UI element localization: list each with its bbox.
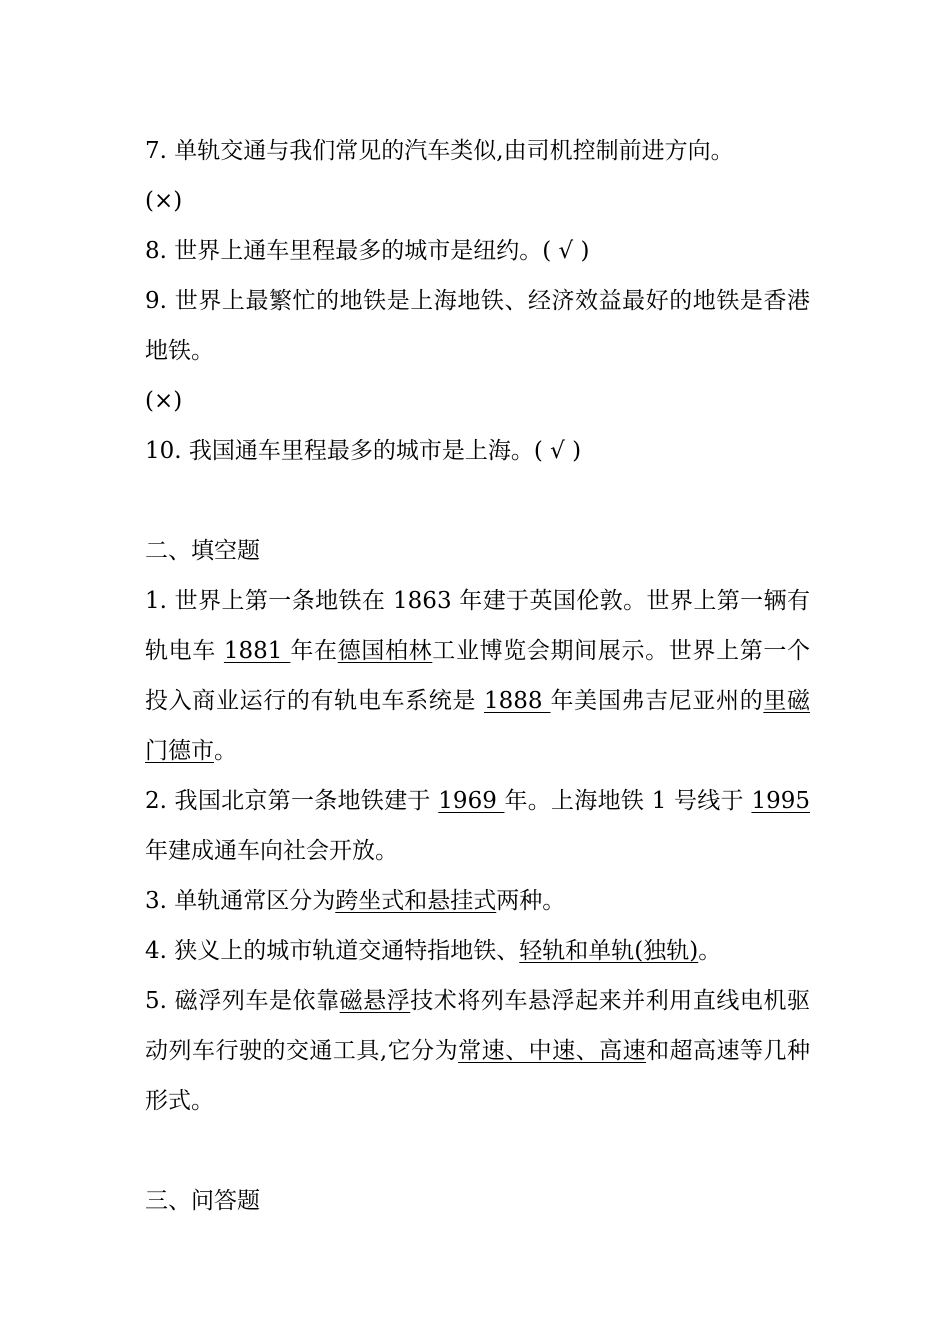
fill-q3-answer-1: 跨坐式和悬挂式 xyxy=(335,888,497,914)
section-spacer xyxy=(145,476,810,526)
fill-q4-text-2: 。 xyxy=(698,938,722,964)
fill-q2-text-2: 年。上海地铁 1 号线于 xyxy=(504,788,752,814)
document-body xyxy=(145,126,810,1226)
fill-q1-text-5: 。 xyxy=(214,738,237,764)
fill-q5-text-1: 5. 磁浮列车是依靠 xyxy=(145,988,340,1014)
judge-q10 xyxy=(145,426,810,476)
judge-q10-text: 10. 我国通车里程最多的城市是上海。 xyxy=(145,438,534,464)
fill-q4-answer-1: 轻轨和单轨(独轨) xyxy=(519,938,699,964)
fill-q2-answer-1: 1969 xyxy=(438,788,505,814)
fill-q1-text-2: 年在 xyxy=(290,638,338,664)
judge-q7 xyxy=(145,126,810,176)
section-spacer xyxy=(145,1126,810,1176)
judge-q10-answer: ( √ ) xyxy=(533,438,582,464)
fill-q5-text-2: 技术将列车悬浮起来并利用直线电机驱动列车行驶的交通工具,它分为 xyxy=(145,988,810,1064)
judge-q9 xyxy=(145,276,810,376)
fill-q2-text-1: 2. 我国北京第一条地铁建于 xyxy=(145,788,439,814)
fill-q5-answer-2: 常速、中速、高速 xyxy=(458,1038,647,1064)
fill-q1-answer-2: 德国柏林 xyxy=(337,638,433,664)
judge-q7-answer: (×) xyxy=(145,188,183,214)
judge-q9-text: 9. 世界上最繁忙的地铁是上海地铁、经济效益最好的地铁是香港地铁。 xyxy=(145,288,810,364)
fill-q1-answer-1: 1881 xyxy=(223,638,291,664)
fill-q1 xyxy=(145,576,810,776)
judge-q8-answer: ( √ ) xyxy=(542,238,590,264)
judge-q8-text: 8. 世界上通车里程最多的城市是纽约。 xyxy=(145,238,543,264)
fill-q3 xyxy=(145,876,810,926)
fill-q5-answer-1: 磁悬浮 xyxy=(339,988,411,1014)
fill-q5-text-3: 和超高速等几种形式。 xyxy=(145,1038,811,1114)
judge-q8 xyxy=(145,226,810,276)
qa-section-heading: 三、问答题 xyxy=(145,1188,260,1214)
fill-q1-text-3: 工业博览会期间展示。世界上第一个投入商业运行的有轨电车系统是 xyxy=(145,638,811,714)
fill-q4 xyxy=(145,926,810,976)
fill-q2-answer-2: 1995 xyxy=(751,788,810,814)
fill-q4-text-1: 4. 狭义上的城市轨道交通特指地铁、 xyxy=(145,938,520,964)
fill-q1-answer-3: 1888 xyxy=(484,688,551,714)
fill-q5 xyxy=(145,976,810,1126)
fill-section-heading: 二、填空题 xyxy=(145,538,260,564)
fill-q2-text-3: 年建成通车向社会开放。 xyxy=(145,838,398,864)
judge-q7-text: 7. 单轨交通与我们常见的汽车类似,由司机控制前进方向。 xyxy=(145,138,734,164)
fill-q1-answer-4: 里磁门德市 xyxy=(145,688,811,764)
fill-q3-text-1: 3. 单轨通常区分为 xyxy=(145,888,336,914)
fill-q1-text-1: 1. 世界上第一条地铁在 1863 年建于英国伦敦。世界上第一辆有轨电车 xyxy=(145,588,810,664)
fill-q3-text-2: 两种。 xyxy=(496,888,566,914)
judge-q9-answer: (×) xyxy=(145,388,183,414)
fill-q2 xyxy=(145,776,810,876)
fill-q1-text-4: 年美国弗吉尼亚州的 xyxy=(550,688,764,714)
